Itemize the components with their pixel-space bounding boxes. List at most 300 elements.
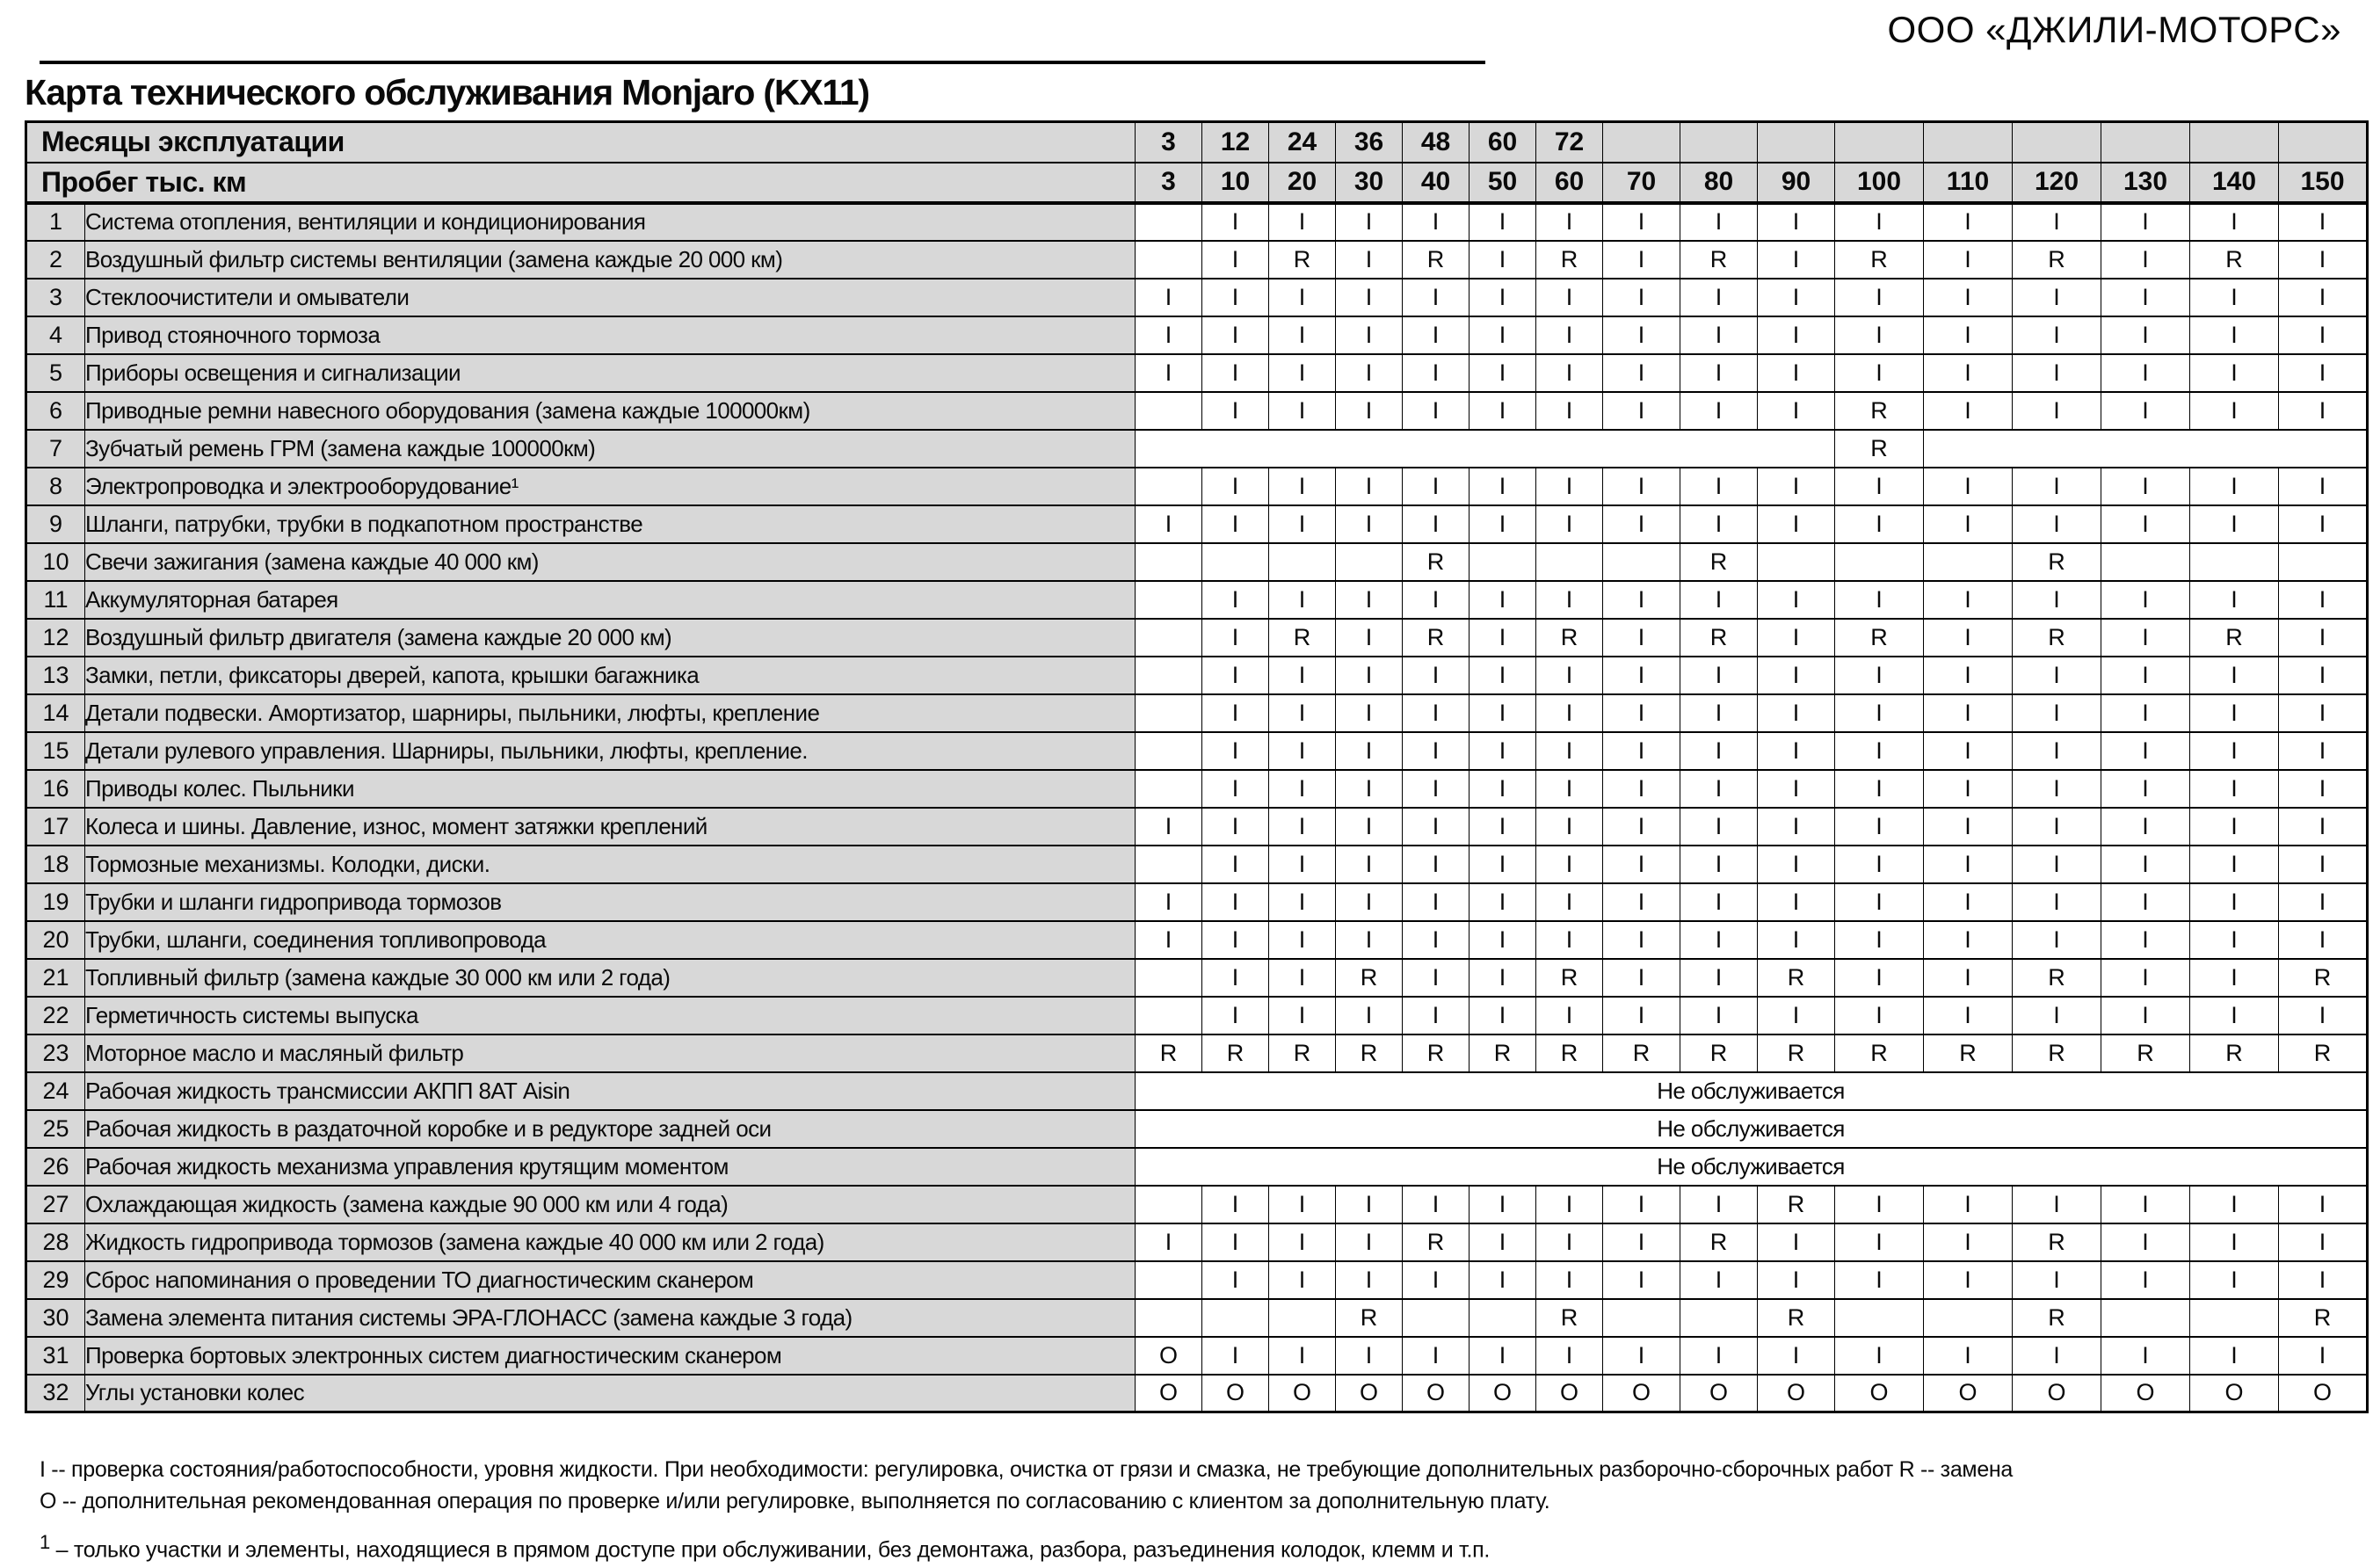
mark-cell: R <box>2279 1299 2368 1337</box>
mark-cell: R <box>1470 1034 1536 1072</box>
table-row <box>26 619 2368 657</box>
mark-cell: R <box>1680 1223 1758 1261</box>
mark-cell: I <box>2190 468 2279 505</box>
row-number: 16 <box>26 770 85 808</box>
mileage-col-header: 30 <box>1336 163 1403 203</box>
mark-cell: I <box>1269 468 1336 505</box>
mark-cell: I <box>1403 203 1470 241</box>
table-row <box>26 1110 2368 1148</box>
mark-cell: I <box>1202 392 1269 430</box>
mark-cell <box>1202 543 1269 581</box>
mark-cell: I <box>1269 732 1336 770</box>
mark-cell: I <box>1536 581 1603 619</box>
mark-cell: I <box>1536 354 1603 392</box>
mark-cell: I <box>1202 846 1269 883</box>
row-number: 23 <box>26 1034 85 1072</box>
row-number: 7 <box>26 430 85 468</box>
mark-cell: I <box>2013 770 2101 808</box>
mark-cell: I <box>1603 1186 1680 1223</box>
row-number: 10 <box>26 543 85 581</box>
mark-cell: I <box>1403 959 1470 997</box>
mark-cell: I <box>1835 959 1924 997</box>
mileage-col-header: 150 <box>2279 163 2368 203</box>
mark-cell: I <box>2190 997 2279 1034</box>
table-row <box>26 1223 2368 1261</box>
mark-cell: I <box>1924 732 2013 770</box>
months-col-header: 24 <box>1269 122 1336 163</box>
mark-cell: I <box>1835 657 1924 694</box>
mark-cell: I <box>1924 657 2013 694</box>
mark-cell: I <box>1536 505 1603 543</box>
mark-cell: I <box>2190 581 2279 619</box>
mark-cell: O <box>1470 1375 1536 1412</box>
mark-cell: I <box>1269 808 1336 846</box>
mark-cell: O <box>2190 1375 2279 1412</box>
mark-cell: I <box>2279 1223 2368 1261</box>
mark-cell: I <box>1202 203 1269 241</box>
mark-cell: R <box>2013 1034 2101 1072</box>
mark-cell: I <box>2013 1337 2101 1375</box>
mark-cell: O <box>1536 1375 1603 1412</box>
months-col-header <box>1603 122 1680 163</box>
mark-cell: I <box>2013 392 2101 430</box>
mark-cell: I <box>2190 354 2279 392</box>
mark-cell: I <box>1758 657 1835 694</box>
footnote-1-text: – только участки и элементы, находящиеся в прямом доступе при обслуживании, без демонтажа, разбора, разъединения колодок, клемм и т.п. <box>49 1537 1490 1563</box>
mark-cell: I <box>1269 279 1336 316</box>
mark-cell <box>1470 1299 1536 1337</box>
row-number: 1 <box>26 203 85 241</box>
company-name: ООО «ДЖИЛИ-МОТОРС» <box>1887 9 2341 50</box>
mark-cell: I <box>1336 921 1403 959</box>
mark-cell: I <box>1202 241 1269 279</box>
mark-cell: I <box>1680 694 1758 732</box>
mark-cell: I <box>2190 808 2279 846</box>
mark-cell: I <box>1924 770 2013 808</box>
mark-cell: I <box>2013 581 2101 619</box>
mark-cell: I <box>2279 921 2368 959</box>
mark-cell: I <box>2101 354 2190 392</box>
mark-cell: I <box>1680 657 1758 694</box>
mark-cell: I <box>1136 316 1202 354</box>
mark-cell: R <box>2013 543 2101 581</box>
mark-cell: I <box>1835 732 1924 770</box>
mark-cell: O <box>1603 1375 1680 1412</box>
mark-cell: I <box>2279 316 2368 354</box>
mark-cell: I <box>1835 921 1924 959</box>
mark-cell: I <box>1758 279 1835 316</box>
mark-cell: I <box>1680 846 1758 883</box>
mark-cell: I <box>1470 997 1536 1034</box>
mark-cell: I <box>1336 1261 1403 1299</box>
mark-cell: I <box>1202 770 1269 808</box>
mark-cell: I <box>1835 468 1924 505</box>
mark-cell: I <box>1835 1261 1924 1299</box>
mark-cell: I <box>1336 732 1403 770</box>
mark-cell: I <box>1403 392 1470 430</box>
mark-cell: I <box>1269 1337 1336 1375</box>
mark-cell: I <box>2101 619 2190 657</box>
mark-cell <box>1136 241 1202 279</box>
service-item-label: Аккумуляторная батарея <box>85 581 1136 619</box>
table-row <box>26 543 2368 581</box>
mark-cell: I <box>1924 1261 2013 1299</box>
mark-cell: I <box>1336 1223 1403 1261</box>
mark-cell: I <box>1924 354 2013 392</box>
footnote-1 <box>40 1531 1490 1563</box>
mark-cell <box>1136 468 1202 505</box>
mark-cell: I <box>1924 883 2013 921</box>
mark-cell: I <box>1835 808 1924 846</box>
mark-cell: I <box>1336 619 1403 657</box>
mark-cell: R <box>1269 619 1336 657</box>
mark-cell: I <box>2013 354 2101 392</box>
mark-cell: I <box>1269 1186 1336 1223</box>
mark-cell: R <box>1835 392 1924 430</box>
mark-cell: I <box>2013 657 2101 694</box>
mark-cell: R <box>2013 1299 2101 1337</box>
mark-cell: I <box>2190 392 2279 430</box>
mark-cell: I <box>1924 808 2013 846</box>
row-number: 19 <box>26 883 85 921</box>
mark-cell: I <box>1470 732 1536 770</box>
mileage-label: Пробег тыс. км <box>26 163 1136 203</box>
mark-cell: I <box>1758 770 1835 808</box>
mark-cell: I <box>1202 316 1269 354</box>
service-item-label: Свечи зажигания (замена каждые 40 000 км) <box>85 543 1136 581</box>
row-number: 13 <box>26 657 85 694</box>
mark-cell <box>1470 543 1536 581</box>
mark-cell: I <box>1680 1261 1758 1299</box>
mark-cell: I <box>2101 883 2190 921</box>
service-item-label: Проверка бортовых электронных систем диагностическим сканером <box>85 1337 1136 1375</box>
mark-cell: I <box>1680 316 1758 354</box>
service-item-label: Трубки, шланги, соединения топливопровода <box>85 921 1136 959</box>
mark-cell: I <box>1603 846 1680 883</box>
service-item-label: Воздушный фильтр системы вентиляции (замена каждые 20 000 км) <box>85 241 1136 279</box>
mark-cell: I <box>2101 203 2190 241</box>
mark-cell: I <box>1835 581 1924 619</box>
table-row <box>26 392 2368 430</box>
mark-cell: I <box>1403 354 1470 392</box>
row-number: 22 <box>26 997 85 1034</box>
mark-cell: I <box>1403 846 1470 883</box>
mark-cell <box>2101 543 2190 581</box>
table-row <box>26 1186 2368 1223</box>
mark-cell: I <box>1680 581 1758 619</box>
mark-cell: I <box>2101 279 2190 316</box>
months-col-header: 72 <box>1536 122 1603 163</box>
mark-cell: I <box>2013 846 2101 883</box>
mark-cell: I <box>1758 316 1835 354</box>
mark-cell: I <box>1470 619 1536 657</box>
mark-cell: I <box>1470 770 1536 808</box>
mark-cell: I <box>1536 808 1603 846</box>
mark-cell: O <box>1136 1337 1202 1375</box>
mark-cell: I <box>2101 1337 2190 1375</box>
mark-cell: I <box>1470 1223 1536 1261</box>
mark-cell: I <box>2101 1261 2190 1299</box>
mark-cell: I <box>1136 1223 1202 1261</box>
row-number: 2 <box>26 241 85 279</box>
mark-cell: I <box>1269 997 1336 1034</box>
mark-cell: R <box>1202 1034 1269 1072</box>
mark-cell: I <box>2013 921 2101 959</box>
mark-cell: I <box>2101 921 2190 959</box>
mark-cell: R <box>1758 959 1835 997</box>
mark-cell: I <box>1924 392 2013 430</box>
mark-cell <box>2101 1299 2190 1337</box>
months-col-header: 36 <box>1336 122 1403 163</box>
mark-cell: I <box>1835 203 1924 241</box>
mark-cell: I <box>1758 468 1835 505</box>
mark-cell: I <box>1202 921 1269 959</box>
mark-cell: I <box>1202 468 1269 505</box>
mark-cell: I <box>1758 694 1835 732</box>
mark-cell: I <box>1603 770 1680 808</box>
mileage-col-header: 60 <box>1536 163 1603 203</box>
service-item-label: Тормозные механизмы. Колодки, диски. <box>85 846 1136 883</box>
mark-cell: R <box>1924 1034 2013 1072</box>
mark-cell <box>1136 770 1202 808</box>
mark-cell: I <box>1536 279 1603 316</box>
mark-cell: I <box>1336 997 1403 1034</box>
mark-cell: I <box>2190 1223 2279 1261</box>
row-number: 18 <box>26 846 85 883</box>
service-item-label: Рабочая жидкость механизма управления крутящим моментом <box>85 1148 1136 1186</box>
mark-cell: I <box>1269 846 1336 883</box>
mileage-col-header: 50 <box>1470 163 1536 203</box>
row-number: 12 <box>26 619 85 657</box>
mark-cell: I <box>1403 883 1470 921</box>
mark-cell <box>1403 1299 1470 1337</box>
mark-cell <box>1136 997 1202 1034</box>
mark-cell: R <box>1758 1034 1835 1072</box>
mark-cell: I <box>2013 1261 2101 1299</box>
mark-cell: I <box>1403 581 1470 619</box>
mark-cell: I <box>1924 921 2013 959</box>
mark-cell <box>1136 203 1202 241</box>
mark-cell: I <box>1758 505 1835 543</box>
row-number: 6 <box>26 392 85 430</box>
mark-cell: I <box>2279 468 2368 505</box>
mark-cell: I <box>2101 392 2190 430</box>
mark-cell: I <box>1680 203 1758 241</box>
mark-cell: I <box>1924 1337 2013 1375</box>
row-number: 21 <box>26 959 85 997</box>
mark-cell: I <box>1536 1186 1603 1223</box>
mark-cell: I <box>2279 732 2368 770</box>
mark-cell: I <box>2190 505 2279 543</box>
row-number: 5 <box>26 354 85 392</box>
mark-cell: R <box>1403 619 1470 657</box>
mark-cell: I <box>1336 808 1403 846</box>
mark-cell: I <box>1536 1337 1603 1375</box>
mark-cell: I <box>1603 354 1680 392</box>
mark-cell: I <box>1924 846 2013 883</box>
service-item-label: Детали подвески. Амортизатор, шарниры, пыльники, люфты, крепление <box>85 694 1136 732</box>
mark-cell: I <box>1202 959 1269 997</box>
mark-cell: I <box>1202 883 1269 921</box>
mark-cell: R <box>1269 241 1336 279</box>
mark-cell: I <box>2279 997 2368 1034</box>
mark-cell: I <box>1603 1337 1680 1375</box>
mark-cell: I <box>1336 581 1403 619</box>
legend-o: О -- дополнительная рекомендованная операция по проверке и/или регулировке, выполняется по согласованию с клиентом за дополнительную плату. <box>40 1489 1550 1514</box>
mark-cell: I <box>2101 1186 2190 1223</box>
mark-cell: I <box>1758 1337 1835 1375</box>
row-number: 31 <box>26 1337 85 1375</box>
mark-cell: I <box>1336 468 1403 505</box>
service-item-label: Приводные ремни навесного оборудования (замена каждые 100000км) <box>85 392 1136 430</box>
merged-cell: Не обслуживается <box>1136 1072 2368 1110</box>
mark-cell: I <box>1924 1186 2013 1223</box>
mark-cell: I <box>1680 392 1758 430</box>
mark-cell: I <box>1680 354 1758 392</box>
table-row <box>26 921 2368 959</box>
mark-cell: I <box>1758 808 1835 846</box>
mark-cell: I <box>1924 203 2013 241</box>
mark-cell: I <box>1202 1223 1269 1261</box>
mark-cell: R <box>2190 619 2279 657</box>
mark-cell <box>1336 543 1403 581</box>
mark-cell: I <box>1403 468 1470 505</box>
mark-cell: R <box>2279 1034 2368 1072</box>
mark-cell <box>1136 392 1202 430</box>
mark-cell: I <box>1470 1337 1536 1375</box>
mark-cell: I <box>1336 279 1403 316</box>
row-number: 27 <box>26 1186 85 1223</box>
mileage-col-header: 100 <box>1835 163 1924 203</box>
mark-cell: I <box>1403 997 1470 1034</box>
mark-cell: I <box>1924 316 2013 354</box>
table-row <box>26 316 2368 354</box>
mark-cell: I <box>2190 959 2279 997</box>
mark-cell: I <box>2101 770 2190 808</box>
mark-cell: I <box>2101 581 2190 619</box>
mark-cell: I <box>1758 354 1835 392</box>
service-item-label: Электропроводка и электрооборудование¹ <box>85 468 1136 505</box>
mark-cell: I <box>1536 316 1603 354</box>
mark-cell: O <box>2013 1375 2101 1412</box>
row-number: 3 <box>26 279 85 316</box>
service-item-label: Топливный фильтр (замена каждые 30 000 км или 2 года) <box>85 959 1136 997</box>
maintenance-schedule-table <box>25 120 2369 1413</box>
mark-cell <box>1269 543 1336 581</box>
mark-cell: R <box>1403 241 1470 279</box>
mark-cell: I <box>1202 732 1269 770</box>
mark-cell: I <box>2279 279 2368 316</box>
mark-cell: I <box>1603 203 1680 241</box>
mark-cell: I <box>1202 694 1269 732</box>
mileage-col-header: 40 <box>1403 163 1470 203</box>
mark-cell: I <box>1403 1337 1470 1375</box>
mark-cell: O <box>2101 1375 2190 1412</box>
mark-cell: I <box>2190 921 2279 959</box>
mark-cell <box>2190 543 2279 581</box>
mark-cell: O <box>1269 1375 1336 1412</box>
mark-cell: I <box>1924 241 2013 279</box>
mark-cell: I <box>1603 468 1680 505</box>
mark-cell: I <box>1835 883 1924 921</box>
table-row <box>26 808 2368 846</box>
mark-cell: I <box>1202 1337 1269 1375</box>
mark-cell: I <box>2101 732 2190 770</box>
mark-cell: I <box>2101 808 2190 846</box>
mark-cell: I <box>2013 694 2101 732</box>
mark-cell: R <box>1835 1034 1924 1072</box>
row-number: 8 <box>26 468 85 505</box>
mark-cell: I <box>1269 203 1336 241</box>
mark-cell: I <box>1470 959 1536 997</box>
mark-cell: I <box>1835 770 1924 808</box>
table-row <box>26 1148 2368 1186</box>
mark-cell: I <box>1403 657 1470 694</box>
mark-cell: I <box>1536 846 1603 883</box>
mark-cell: I <box>2013 1186 2101 1223</box>
mark-cell: I <box>1758 392 1835 430</box>
table-row <box>26 203 2368 241</box>
mark-cell: I <box>1603 959 1680 997</box>
mark-cell: I <box>2279 694 2368 732</box>
mark-cell: I <box>1924 279 2013 316</box>
row-number: 15 <box>26 732 85 770</box>
mark-cell: I <box>2279 505 2368 543</box>
mark-cell: R <box>1269 1034 1336 1072</box>
mark-cell: I <box>1136 883 1202 921</box>
page-title: Карта технического обслуживания Monjaro (KX11) <box>25 72 869 113</box>
mark-cell: I <box>1470 468 1536 505</box>
mileage-col-header: 130 <box>2101 163 2190 203</box>
mark-cell: R <box>2013 241 2101 279</box>
mark-cell: I <box>1269 392 1336 430</box>
mark-cell: I <box>1758 732 1835 770</box>
mark-cell: I <box>1603 619 1680 657</box>
table-row <box>26 430 2368 468</box>
service-item-label: Воздушный фильтр двигателя (замена каждые 20 000 км) <box>85 619 1136 657</box>
mark-cell: I <box>1758 241 1835 279</box>
mark-cell: I <box>2190 279 2279 316</box>
mark-cell: I <box>2101 241 2190 279</box>
mark-cell: I <box>1336 241 1403 279</box>
mark-cell: I <box>2190 657 2279 694</box>
months-col-header <box>1758 122 1835 163</box>
mark-cell: I <box>1603 883 1680 921</box>
table-row <box>26 657 2368 694</box>
row-number: 4 <box>26 316 85 354</box>
mark-cell <box>1136 732 1202 770</box>
mark-cell: I <box>1536 392 1603 430</box>
mark-cell: I <box>1403 279 1470 316</box>
row-number: 30 <box>26 1299 85 1337</box>
mark-cell: I <box>2190 1337 2279 1375</box>
mark-cell: I <box>1603 808 1680 846</box>
mark-cell: I <box>2279 241 2368 279</box>
mark-cell <box>2279 543 2368 581</box>
months-col-header <box>2190 122 2279 163</box>
mark-cell: O <box>1403 1375 1470 1412</box>
mark-cell <box>1136 619 1202 657</box>
mark-cell: I <box>1835 1337 1924 1375</box>
mark-cell: I <box>1924 959 2013 997</box>
mark-cell: I <box>1758 619 1835 657</box>
table-row <box>26 883 2368 921</box>
table-row <box>26 279 2368 316</box>
months-col-header: 12 <box>1202 122 1269 163</box>
mark-cell: I <box>1202 997 1269 1034</box>
service-item-label: Трубки и шланги гидропривода тормозов <box>85 883 1136 921</box>
mark-cell: I <box>1202 279 1269 316</box>
